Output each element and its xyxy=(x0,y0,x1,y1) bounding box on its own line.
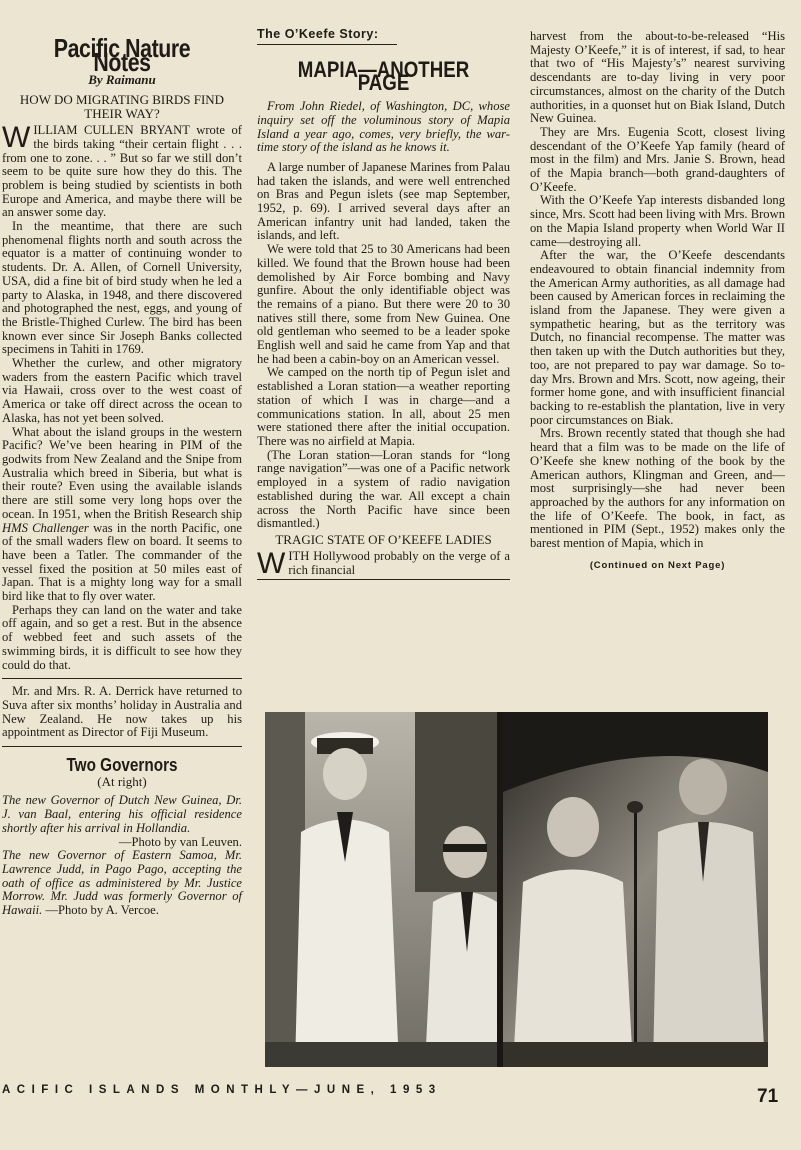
okeefe-story-continued-column xyxy=(530,30,785,572)
paragraph: We camped on the north tip of Pegun islet and established a Loran station—a weather reporting station of which I was in charge—and a communications station. In all, about 25 men were stationed there after the initial occupation. There was no airfield at Mapia. xyxy=(257,365,510,448)
photo-caption xyxy=(2,849,242,918)
paragraph: Whether the curlew, and other migratory waders from the eastern Pacific which travel via Hawaii, cross over to the west coast of America or take off direct across the ocean to Alaska, has not yet been solved. xyxy=(2,356,242,425)
paragraph xyxy=(257,546,510,580)
divider xyxy=(2,746,242,747)
paragraph xyxy=(2,121,242,220)
paragraph-text: ILLIAM CULLEN BRYANT wrote of the birds taking “their certain flight . . . from one to zone. . . ” But so far we still don’t seem to be quite sure how they do this. The problem is being studied by scientists in both Europe and America, and maybe there will be an answer some day. xyxy=(2,123,242,220)
paragraph: With the O’Keefe Yap interests disbanded long since, Mrs. Scott had been living with Mrs. Brown on the Mapia Island property when World War II came—destroying all. xyxy=(530,193,785,249)
paragraph: (The Loran station—Loran stands for “long range navigation”—was one of a Pacific network employed in a system of radio navigation established during the war. All except a chain across the North Pacific have since been dismantled.) xyxy=(257,447,510,531)
page-footer xyxy=(0,1080,801,1120)
story-kicker: The O’Keefe Story: xyxy=(257,27,379,41)
governors-subtitle: (At right) xyxy=(97,773,147,789)
paragraph: A large number of Japanese Marines from Palau had taken the islands, and were well entrenched on Bras and Pegun islets (see map September, 1952, p. 69). I arrived several days after an American infantry unit had landed, taken the islands, and left. xyxy=(257,159,510,243)
kicker-rule xyxy=(257,44,397,45)
photo-governor-eastern-samoa xyxy=(503,712,768,1067)
caption-text: The new Governor of Eastern Samoa, Mr. Lawrence Judd, in Pago Pago, accepting the oath of office as administered by Mr. Justice Morrow. Mr. Judd was formerly Governor of Hawaii. xyxy=(2,848,242,918)
footer-publication: ACIFIC ISLANDS MONTHLY—JUNE, 1953 xyxy=(2,1084,442,1096)
paragraph-text: was in the north Pacific, one of the small waders flew on board. It seems to have been a Tatler. The commander of the vessel fixed the position at 50 miles east of Japan. That is a mighty long way for a small bird like that to fly over water. xyxy=(2,520,243,604)
paragraph: We were told that 25 to 30 Americans had been killed. We found that the Brown house had been demolished by Air Force bombing and Navy gunfire. About the only identifiable object was the remains of a piano. But there were 20 to 30 natives still there, some from New Guinea. One old gentleman who seemed to be a leader spoke English well and said he came from Yap and that he had been a cabin-boy on an American vessel. xyxy=(257,242,510,366)
photo-illustration xyxy=(503,712,768,1067)
governors-title: Two Governors xyxy=(66,755,178,776)
okeefe-story-column xyxy=(257,27,510,582)
photo-credit: —Photo by van Leuven. xyxy=(118,834,242,849)
caption-text: The new Governor of Dutch New Guinea, Dr. J. van Baal, entering his official residence shortly after his arrival in Hollandia. xyxy=(2,793,242,835)
story-title: MAPIA—ANOTHER PAGE xyxy=(297,56,470,96)
photo-caption xyxy=(2,794,242,849)
photo-illustration xyxy=(265,712,497,1067)
paragraph: Perhaps they can land on the water and take off again, and so get a rest. But in the absence of webbed feet and such assets of the swimming birds, it is difficult to see how they could do that. xyxy=(2,602,242,672)
paragraph: After the war, the O’Keefe descendants endeavoured to obtain financial indemnity from the American Army authorities, as all damage had been caused by American forces in reclaiming the island from the Japanese. They were given a sympathetic hearing, but as the territory was Dutch, no financial recompense. The matter was then taken up with the Dutch authorities but they, too, are not prepared to pay war damage. So to-day Mrs. Brown and Mrs. Scott, now ageing, their former home gone, and with insufficient financial backing to re-establish the plantation, live in very poor circumstances on Biak. xyxy=(530,248,785,427)
paragraph-text: What about the island groups in the western Pacific? We’ve been hearing in PIM of the godwits from New Zealand and the Snipe from Australia which breed in Siberia, but what is their route? Even using the available islands there are still some very long hops over the ocean. In 1951, when the British Research ship xyxy=(2,424,242,521)
nature-notes-column xyxy=(2,30,242,918)
paragraph: harvest from the about-to-be-released “His Majesty O’Keefe,” it is of interest, if sad, to hear that two of “His Majesty’s” nearest surviving descendants are to-day living in very poor circumstances, almost on the charity of the Dutch authorities, in a quonset hut on Biak Island, Dutch New Guinea. xyxy=(530,29,785,126)
drop-cap: W xyxy=(257,546,286,580)
paragraph xyxy=(2,426,242,604)
photo-credit: —Photo by A. Vercoe. xyxy=(45,903,159,918)
section-subhead: TRAGIC STATE OF O’KEEFE LADIES xyxy=(275,531,492,547)
governors-photos xyxy=(265,712,768,1067)
paragraph: In the meantime, that there are such phenomenal flights north and south across the equator is a matter of continuing wonder to students. Dr. A. Allen, of Cornell University, USA, did a fine bit of bird study when he led a party to Alaska, in 1948, and there discovered and photographed the nest, eggs, and young of the Bristle-Thighed Curlew. The bird has been known ever since Sir Joseph Banks collected specimens in Tahiti in 1769. xyxy=(2,219,242,357)
story-intro: From John Riedel, of Washington, DC, whose inquiry set off the voluminous story of Mapia Island a year ago, comes, very briefly, the war-time story of the island as he knows it. xyxy=(257,99,510,155)
section-question: HOW DO MIGRATING BIRDS FIND THEIR WAY? xyxy=(19,92,225,122)
paragraph: They are Mrs. Eugenia Scott, closest living descendant of the O’Keefe Yap family (heard of most in the film) and Mrs. Janie S. Brown, head of the Mapia branch—both grand-daughters of O’Keefe. xyxy=(530,124,785,194)
paragraph-text: ITH Hollywood probably on the verge of a rich financial xyxy=(288,548,510,577)
ship-name: HMS Challenger xyxy=(2,520,89,535)
drop-cap: W xyxy=(2,121,31,155)
continued-note: (Continued on Next Page) xyxy=(589,559,726,571)
column-title: Pacific Nature Notes xyxy=(53,33,191,77)
news-note: Mr. and Mrs. R. A. Derrick have returned to Suva after six months’ holiday in Australia and New Zealand. He now takes up his appointment as Director of Fiji Museum. xyxy=(2,684,242,740)
page-number: 71 xyxy=(757,1086,779,1107)
divider xyxy=(257,579,510,580)
paragraph: Mrs. Brown recently stated that though she had heard that a film was to be made on the life of O’Keefe she knew nothing of the book by the American authors, Klingman and Green, and—most surprisingly—she had never been approached by the authors for any information on the life of O’Keefe. The book, in fact, as mentioned in PIM (Sept., 1952) makes only the barest mention of Mapia, which in xyxy=(530,426,785,551)
divider xyxy=(2,678,242,679)
byline: By Raimanu xyxy=(88,72,156,88)
photo-governor-dutch-new-guinea xyxy=(265,712,497,1067)
